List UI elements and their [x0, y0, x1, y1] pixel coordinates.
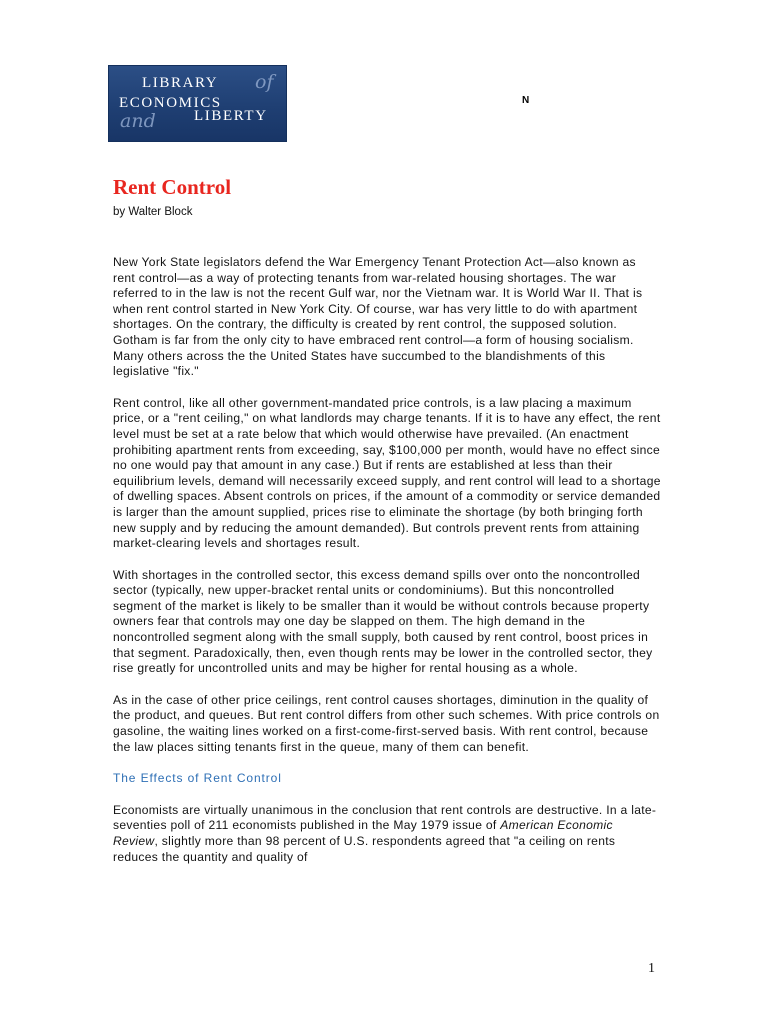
paragraph-1: New York State legislators defend the War Emergency Tenant Protection Act—also known as rent control—as a way of protecting tenants from war-related housing shortages. The war referred to in the law is not the recent Gulf war, nor the Vietnam war. It is World War II. That is when rent control started in New York City. Of course, war has very little to do with apartment shortages. On the contrary, the difficulty is created by rent control, the supposed solution. Gotham is far from the only city to have embraced rent control—a form of housing socialism. Many others across the the United States have succumbed to the blandishments of this legislative "fix." [113, 255, 643, 379]
logo-graphic [108, 65, 287, 142]
paragraph-5-text-start: Economists are virtually unanimous in the conclusion that rent controls are destructive. In a late-seventies poll of 211 economists published in the May 1979 issue of [113, 802, 657, 833]
paragraph-4: As in the case of other price ceilings, rent control causes shortages, diminution in the quality of the product, and queues. But rent control differs from other such schemes. With price controls on gasoline, the waiting lines worked on a first-come-first-served basis. With rent control, because the law places sitting tenants first in the queue, many of them can benefit. [113, 692, 660, 754]
page-number: 1 [648, 961, 655, 976]
library-of-economics-and-liberty-logo[interactable] [108, 65, 287, 142]
paragraph-3: With shortages in the controlled sector, this excess demand spills over onto the noncontrolled sector (typically, new upper-bracket rental units or condominiums). But this noncontrolled segment of the market is likely to be smaller than it would be without controls because property owners fear that controls may one day be slapped on them. The high demand in the noncontrolled segment along with the small supply, both caused by rent control, boost prices in that segment. Paradoxically, then, even though rents may be lower in the controlled sector, they rise greatly for uncontrolled units and may be higher for rental housing as a whole. [113, 567, 653, 676]
article-title: Rent Control [113, 175, 232, 199]
header-marker: N [522, 95, 530, 106]
logo-line-economics: ECONOMICS [119, 95, 222, 111]
logo-line-library: LIBRARY [142, 75, 219, 91]
paragraph-2: Rent control, like all other government-mandated price controls, is a law placing a maximum price, or a "rent ceiling," on what landlords may charge tenants. If it is to have any effect, the rent level must be set at a rate below that which would otherwise have prevailed. (An enactment prohibiting apartment rents from exceeding, say, $100,000 per month, would have no effect since no one would pay that amount in any case.) But if rents are established at less than their equilibrium levels, demand will necessarily exceed supply, and rent control will lead to a shortage of dwelling spaces. Absent controls on prices, if the amount of a commodity or service demanded is larger than the amount supplied, prices rise to eliminate the shortage (by both bringing forth new supply and by reducing the amount demanded). But controls prevent rents from attaining market-clearing levels and shortages result. [113, 395, 661, 551]
logo-script-of: of [255, 71, 274, 93]
section-heading-effects: The Effects of Rent Control [113, 771, 282, 786]
paragraph-5 [113, 803, 661, 865]
logo-script-and: and [120, 110, 156, 132]
article-byline: by Walter Block [113, 206, 193, 218]
paragraph-5-text-end: , slightly more than 98 percent of U.S. respondents agreed that "a ceiling on rents reduces the quantity and quality of [113, 834, 616, 864]
journal-title: American Economic Review [113, 818, 613, 848]
logo-line-liberty: LIBERTY [194, 108, 268, 124]
article-body [113, 255, 661, 881]
